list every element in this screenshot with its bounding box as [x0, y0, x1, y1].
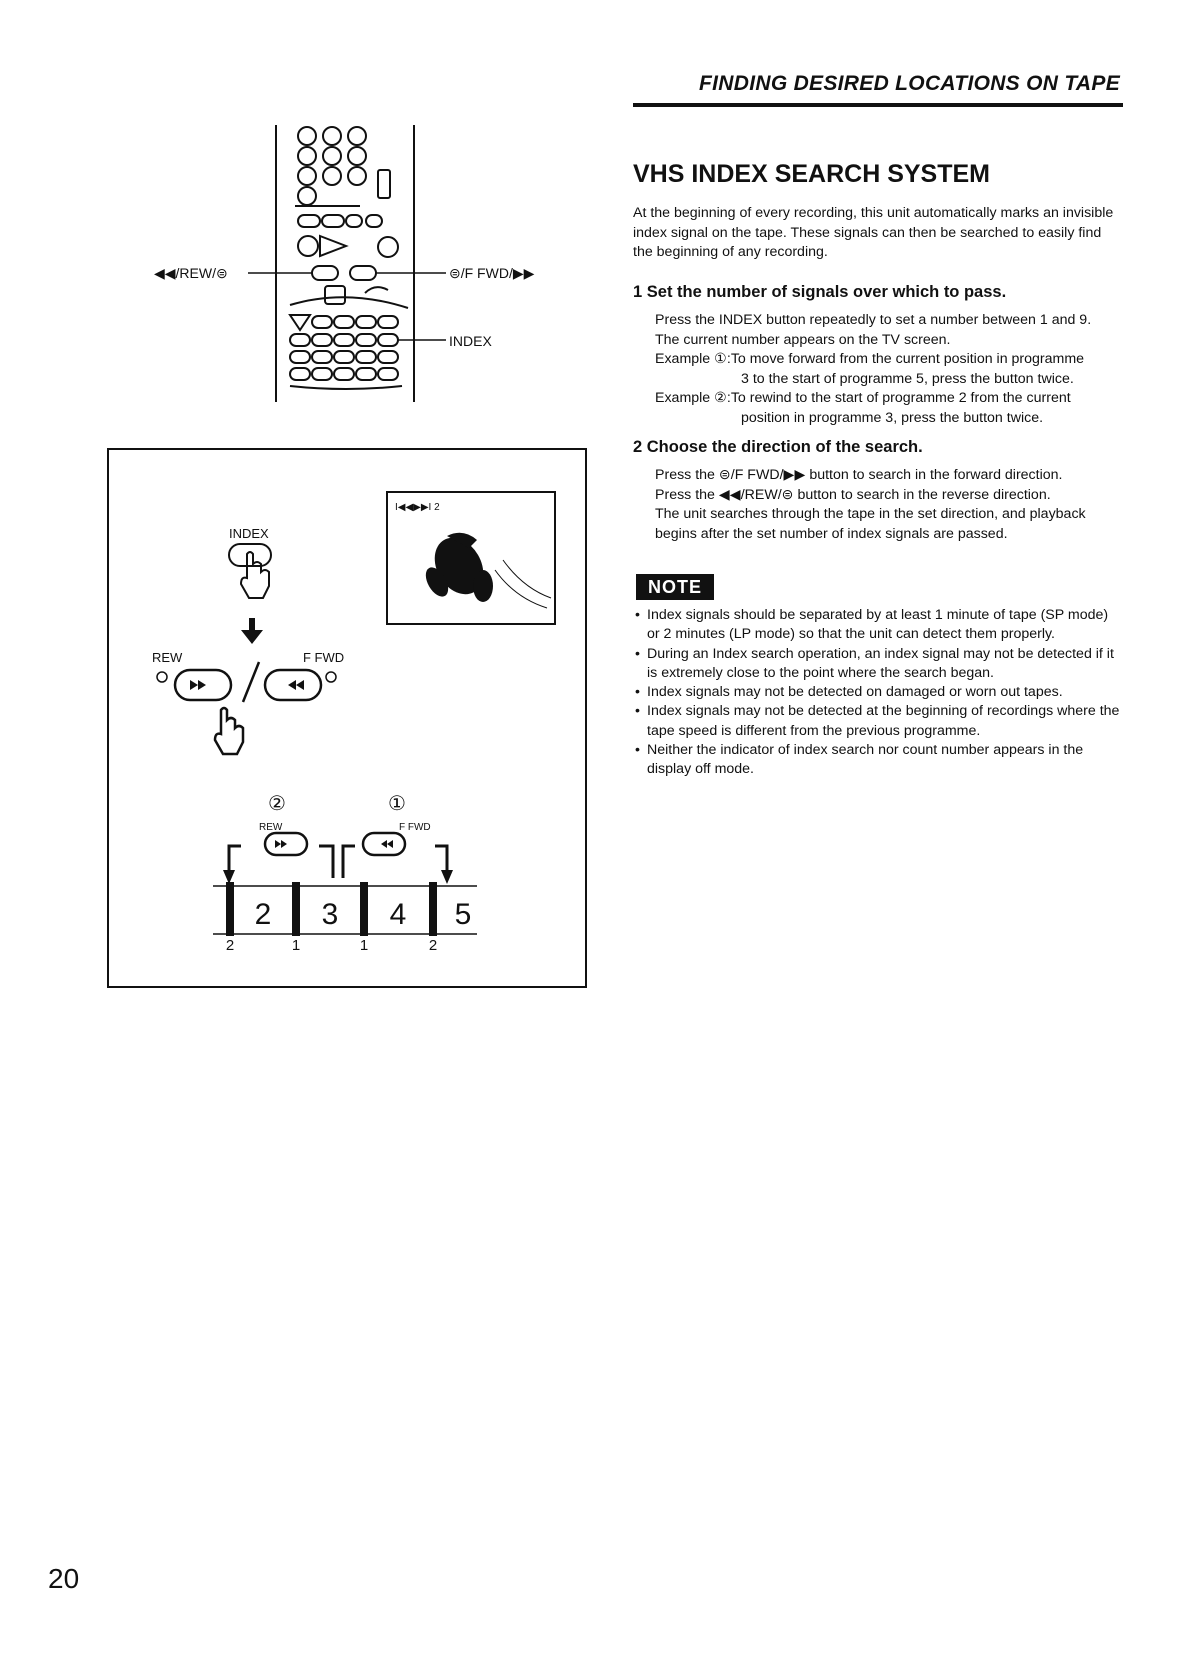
remote-rew-label: ◀◀/REW/⊜ — [154, 265, 228, 281]
step-1-line: Press the INDEX button repeatedly to set a number between 1 and 9. — [655, 312, 1092, 328]
note-list — [633, 606, 1123, 780]
example-1 — [655, 350, 1125, 370]
step-2-line: Press the ⊜/F FWD/▶▶ button to search in the forward direction. — [655, 467, 1063, 483]
example-2-label: Example ②: — [655, 390, 731, 406]
index-search-diagram — [107, 448, 589, 990]
example-1-cont: 3 to the start of programme 5, press the button twice. — [741, 370, 1074, 387]
tv-screen-display: I◀◀▶▶I 2 — [395, 502, 440, 513]
rew-button-outline — [312, 266, 338, 280]
diagram-ffwd-label: F FWD — [303, 650, 345, 665]
marker-2: ② — [268, 793, 286, 815]
example-2 — [655, 389, 1125, 409]
marker-1: ① — [388, 793, 406, 815]
example-2-cont: position in programme 3, press the button twice. — [741, 409, 1044, 426]
intro-paragraph: At the beginning of every recording, this unit automatically marks an invisible index signal on the tape. These signals can then be searched to easily find the beginning of any recording. — [633, 205, 1114, 260]
note-item: • During an Index search operation, an index signal may not be detected if it is extremely close to the point where the search began. — [633, 645, 1123, 684]
index-button-outline — [378, 334, 398, 346]
down-arrow-icon — [241, 618, 263, 644]
step-2-line: The unit searches through the tape in the set direction, and playback begins after the set number of index signals are passed. — [655, 506, 1086, 542]
pointing-hand-icon — [241, 552, 269, 598]
small-rew-label: REW — [259, 822, 283, 833]
programme-3: 3 — [321, 898, 339, 931]
note-item: • Index signals may not be detected at the beginning of recordings where the tape speed is different from the previous programme. — [633, 702, 1123, 741]
header-rule — [633, 103, 1123, 107]
diagram-index-label: INDEX — [229, 526, 269, 541]
step-2-line: Press the ◀◀/REW/⊜ button to search in the reverse direction. — [655, 486, 1051, 503]
example-1-text: To move forward from the current position in programme — [730, 351, 1085, 367]
step-1-heading: 1 Set the number of signals over which to pass. — [633, 283, 1007, 301]
header-title: FINDING DESIRED LOCATIONS ON TAPE — [699, 72, 1120, 95]
step-1-line: The current number appears on the TV screen. — [655, 331, 951, 348]
programme-2: 2 — [254, 898, 272, 931]
remote-control-figure — [150, 120, 570, 410]
programme-5: 5 — [454, 898, 472, 931]
note-item: • Index signals may not be detected on damaged or worn out tapes. — [633, 683, 1123, 702]
example-2-text: To rewind to the start of programme 2 from the current — [730, 390, 1071, 406]
programme-4: 4 — [389, 898, 407, 931]
remote-index-label: INDEX — [449, 333, 492, 349]
note-badge: NOTE — [636, 574, 714, 600]
count-label: 2 — [225, 937, 235, 954]
remote-ffwd-label: ⊜/F FWD/▶▶ — [449, 265, 535, 281]
step-2-heading: 2 Choose the direction of the search. — [633, 438, 923, 456]
section-title: VHS INDEX SEARCH SYSTEM — [633, 160, 991, 188]
count-label: 2 — [428, 937, 438, 954]
example-1-label: Example ①: — [655, 351, 731, 367]
count-label: 1 — [291, 937, 301, 954]
count-label: 1 — [359, 937, 369, 954]
page-number: 20 — [48, 1563, 80, 1594]
note-item: • Index signals should be separated by at least 1 minute of tape (SP mode) or 2 minutes (LP mode) so that the unit can detect them properly. — [633, 606, 1123, 645]
index-button-icon — [229, 544, 271, 566]
pointing-hand-icon-2 — [215, 708, 243, 754]
note-item: • Neither the indicator of index search nor count number appears in the display off mode. — [633, 741, 1123, 780]
step-1-body — [655, 311, 1125, 428]
step-2-body — [655, 466, 1125, 544]
diagram-rew-label: REW — [152, 650, 183, 665]
ffwd-button-outline — [350, 266, 376, 280]
small-ffwd-label: F FWD — [399, 822, 431, 833]
